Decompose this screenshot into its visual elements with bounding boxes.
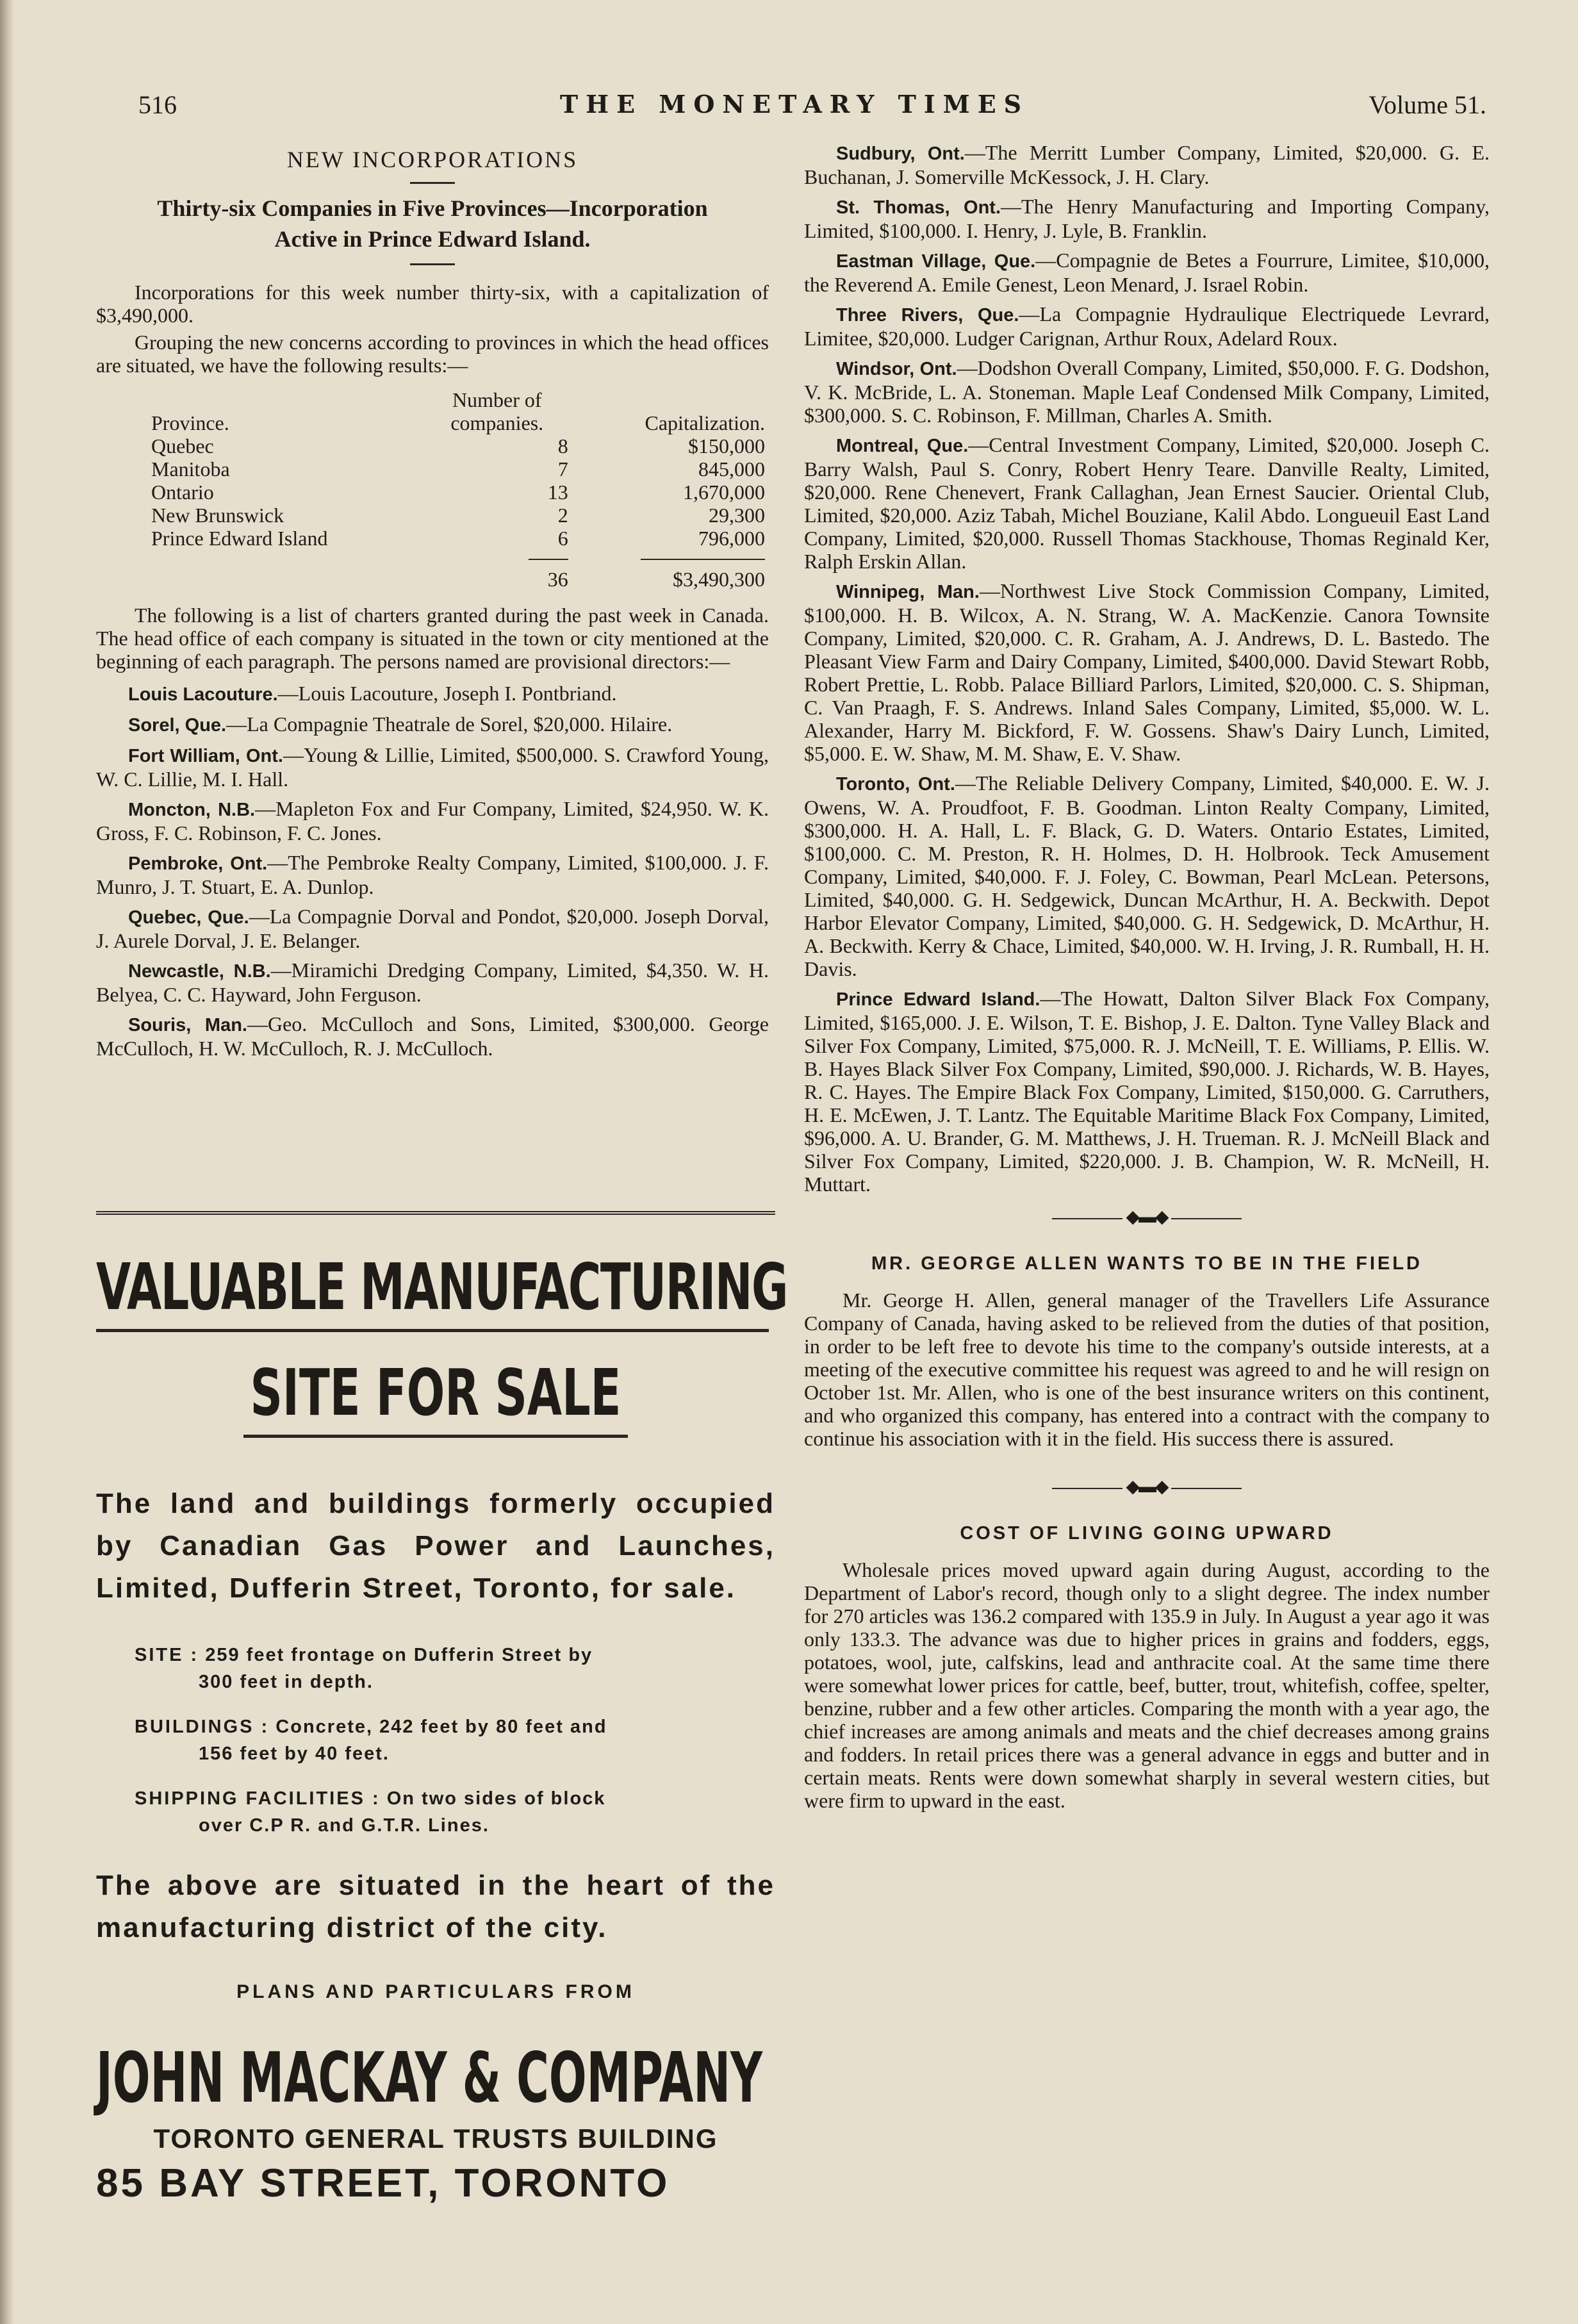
- incorporations-subheading-1: Thirty-six Companies in Five Provinces—Incorporation: [157, 195, 708, 221]
- intro-paragraph-1: Incorporations for this week number thirty-six, with a capitalization of $3,490,000.: [96, 281, 769, 327]
- spec-value: 300 feet in depth.: [199, 1672, 374, 1692]
- advert-plans-label: PLANS AND PARTICULARS FROM: [236, 1981, 635, 2002]
- charter-text: —Mapleton Fox and Fur Company, Limited, $24,950. W. K. Gross, F. C. Robinson, F. C. Jones.: [96, 797, 769, 845]
- charter-list-left: [96, 682, 769, 1060]
- charter-place: St. Thomas, Ont.: [836, 197, 1001, 218]
- charter-list-right: [804, 141, 1490, 1196]
- incorporations-heading: NEW INCORPORATIONS: [286, 147, 579, 172]
- section-ornament: ◆▬◆: [804, 1206, 1490, 1228]
- advert-shipping-spec: [135, 1785, 775, 1839]
- total-capitalization: $3,490,300: [641, 559, 765, 591]
- charter-text: —The Pembroke Realty Company, Limited, $100,000. J. F. Munro, J. T. Stuart, E. A. Dunlop.: [96, 851, 769, 898]
- charter-entry: [96, 682, 769, 706]
- province-count: 8: [557, 434, 568, 457]
- advert-rule: [243, 1435, 628, 1438]
- charter-entry: [804, 195, 1490, 242]
- charter-place: Moncton, N.B.: [128, 800, 256, 820]
- charter-entry: [96, 713, 769, 737]
- advert-company-name: JOHN MACKAY & COMPANY: [96, 2038, 763, 2118]
- province-row: [147, 457, 769, 481]
- section-ornament: ◆▬◆: [804, 1476, 1490, 1497]
- advert-rule: [96, 1329, 769, 1332]
- province-row: [147, 527, 769, 550]
- charter-place: Eastman Village, Que.: [836, 251, 1036, 272]
- spec-key: SITE :: [135, 1645, 199, 1665]
- table-total-row: [147, 550, 769, 591]
- table-header-row: [147, 388, 769, 411]
- province-row: [147, 481, 769, 504]
- page-header: [96, 90, 1493, 128]
- spec-value: over C.P R. and G.T.R. Lines.: [199, 1815, 489, 1836]
- charter-place: Winnipeg, Man.: [836, 582, 980, 602]
- total-number: 36: [529, 559, 568, 591]
- charter-place: Prince Edward Island.: [836, 989, 1040, 1010]
- province-count: 7: [557, 457, 568, 481]
- charter-entry: [804, 987, 1490, 1196]
- charter-entry: [96, 743, 769, 791]
- charter-entry: [804, 302, 1490, 350]
- charter-text: —Louis Lacouture, Joseph I. Pontbriand.: [277, 682, 617, 705]
- table-header-row: [147, 411, 769, 434]
- spec-value: 156 feet by 40 feet.: [199, 1743, 390, 1764]
- right-column: [804, 141, 1490, 1816]
- spec-value: 259 feet frontage on Dufferin Street by: [205, 1645, 593, 1665]
- charter-place: Three Rivers, Que.: [836, 305, 1019, 326]
- charter-entry: [96, 851, 769, 898]
- charter-place: Souris, Man.: [128, 1015, 247, 1035]
- charter-place: Newcastle, N.B.: [128, 961, 271, 982]
- charter-text: —La Compagnie Theatrale de Sorel, $20,000. Hilaire.: [226, 713, 673, 736]
- advert-situated-text: The above are situated in the heart of the manufacturing district of the city.: [96, 1870, 775, 1943]
- province-row: [147, 504, 769, 527]
- short-rule: [410, 182, 455, 184]
- advert-site-spec: [135, 1642, 775, 1695]
- allen-article-heading: MR. GEORGE ALLEN WANTS TO BE IN THE FIELD: [871, 1253, 1422, 1274]
- charter-place: Sudbury, Ont.: [836, 144, 965, 164]
- charter-entry: [804, 249, 1490, 296]
- charter-place: Louis Lacouture.: [128, 684, 278, 705]
- col-capitalization: Capitalization.: [645, 411, 765, 434]
- charter-entry: [804, 141, 1490, 188]
- col-number-line-2: companies.: [450, 411, 544, 434]
- page-number: 516: [138, 90, 177, 119]
- province-name: Manitoba: [151, 457, 230, 481]
- province-capital: 29,300: [709, 504, 765, 527]
- charter-text: —The Merritt Lumber Company, Limited, $20,000. G. E. Buchanan, J. Somerville McKessock, J. H. Clary.: [804, 141, 1490, 188]
- charter-entry: [804, 356, 1490, 427]
- charter-text: —Northwest Live Stock Commission Company, Limited, $100,000. H. B. Wilcox, A. N. Strang, W. A. MacKenzie. Canora Townsite Company, Limited, $20,000. C. R. Graham, A. J. Andrews, D. L. Bastedo. The Pleasant View Farm and Dairy Company, Limited, $400,000. David Stewart Robb, Robert Prettie, L. Robb. Palace Billiard Parlors, Limited, $20,000. C. S. Shipman, C. Van Praagh, F. S. Andrews. Inland Sales Company, Limited, $5,000. W. L. Alexander, Harry M. Bickford, F. W. Gossens. Shaw's Dairy Lunch, Limited, $5,000. E. W. Shaw, M. M. Shaw, E. V. Shaw.: [804, 579, 1490, 765]
- cost-article-body: Wholesale prices moved upward again during August, according to the Department of Labor's record, though only to a slight degree. The index number for 270 articles was 136.2 compared with 135.9 in July. In August a year ago it was only 133.3. The advance was due to higher prices in grains and fodders, eggs, potatoes, wool, jute, calfskins, lead and anthracite coal. At the same time there were somewhat lower prices for cattle, beef, butter, trout, whitefish, coffee, spelter, benzine, rubber and a few other articles. Comparing the month with a year ago, the chief increases are among animals and meats and the chief decreases among grains and fodders. In retail prices there was a general advance in eggs and butter and in certain meats. Rents were down somewhat sharply in several western cities, but were firm to upward in the east.: [804, 1558, 1490, 1812]
- advert-buildings-spec: [135, 1713, 775, 1767]
- advert-headline-2: SITE FOR SALE: [250, 1355, 621, 1430]
- province-capital: 1,670,000: [683, 481, 765, 504]
- intro-paragraph-2: Grouping the new concerns according to provinces in which the head offices are situated, we have the following results:—: [96, 331, 769, 377]
- page-binding-edge: [0, 0, 14, 2324]
- province-table: [147, 388, 769, 591]
- charter-text: —Compagnie de Betes a Fourrure, Limitee, $10,000, the Reverend A. Emile Genest, Leon Menard, J. Israel Robin.: [804, 249, 1490, 296]
- volume-label: Volume 51.: [1368, 90, 1486, 119]
- province-name: Ontario: [151, 481, 214, 504]
- col-province: Province.: [151, 411, 229, 434]
- charter-place: Windsor, Ont.: [836, 359, 957, 379]
- charter-text: —The Henry Manufacturing and Importing Company, Limited, $100,000. I. Henry, J. Lyle, B. Franklin.: [804, 195, 1490, 242]
- incorporations-subheading-2: Active in Prince Edward Island.: [274, 226, 591, 252]
- advert-building-name: TORONTO GENERAL TRUSTS BUILDING: [153, 2123, 718, 2154]
- charter-text: —Geo. McCulloch and Sons, Limited, $300,000. George McCulloch, H. W. McCulloch, R. J. McCulloch.: [96, 1012, 769, 1060]
- province-count: 13: [547, 481, 568, 504]
- col-number-line-1: Number of: [452, 388, 542, 411]
- charter-place: Pembroke, Ont.: [128, 853, 268, 874]
- charter-text: —Dodshon Overall Company, Limited, $50,000. F. G. Dodshon, V. K. McBride, L. A. Stoneman. Maple Leaf Condensed Milk Company, Limited, $300,000. S. C. Robinson, F. Millman, Charles A. Smith.: [804, 356, 1490, 427]
- charter-entry: [96, 1012, 769, 1060]
- charter-entry: [96, 905, 769, 952]
- charter-text: —The Reliable Delivery Company, Limited, $40,000. E. W. J. Owens, W. A. Proudfoot, F. B. Goodman. Linton Realty Company, Limited, $300,000. H. A. Hall, L. F. Black, G. D. Waters. Ontario Estates, Limited, $100,000. C. M. Preston, R. H. Holmes, D. H. Holbrook. Teck Amusement Company, Limited, $40,000. F. J. Foley, C. Bowman, Pearl McLean. Petersons, Limited, $40,000. G. H. Sedgewick, Duncan McArthur, H. A. Beckwith. Depot Harbor Elevator Company, Limited, $40,000. G. H. Sedgewick, D. McArthur, H. A. Beckwith. Kerry & Chace, Limited, $40,000. W. H. Irving, J. R. Rumball, H. H. Davis.: [804, 771, 1490, 980]
- charter-entry: [96, 959, 769, 1006]
- spec-key: SHIPPING FACILITIES :: [135, 1788, 381, 1809]
- charter-entry: [804, 771, 1490, 980]
- short-rule: [410, 263, 455, 265]
- allen-article-body: Mr. George H. Allen, general manager of the Travellers Life Assurance Company of Canada, having asked to be relieved from the duties of that position, in order to be left free to devote his time to the company's outside interests, at a meeting of the executive committee his request was agreed to and he will resign on October 1st. Mr. Allen, who is one of the best insurance writers on this continent, and who organized this company, has entered into a contract with the company to continue his association with it in the field. His success there is assured.: [804, 1289, 1490, 1450]
- cost-article-heading: COST OF LIVING GOING UPWARD: [960, 1523, 1334, 1544]
- advert-headline-1: VALUABLE MANUFACTURING: [96, 1249, 788, 1324]
- province-rows: [147, 434, 769, 550]
- advert-address: 85 BAY STREET, TORONTO: [96, 2161, 670, 2205]
- advert-top-rule: [96, 1211, 775, 1220]
- charter-text: —Central Investment Company, Limited, $20,000. Joseph C. Barry Walsh, Paul S. Conry, Robert Henry Teare. Danville Realty, Limited, $20,000. Rene Chenevert, Frank Callaghan, Jean Ernest Saucier. Oriental Club, Limited, $20,000. Aziz Tabah, Michel Bouziane, Kalil Abdo. Longueuil East Land Company, Limited, $20,000. Russell Thomas Stackhouse, Thomas Reginald Ker, Ralph Erskin Allan.: [804, 433, 1490, 573]
- spec-value: Concrete, 242 feet by 80 feet and: [275, 1717, 607, 1737]
- charter-place: Sorel, Que.: [128, 715, 227, 736]
- charter-entry: [804, 433, 1490, 573]
- spec-key: BUILDINGS :: [135, 1717, 270, 1737]
- province-count: 6: [557, 527, 568, 550]
- province-capital: $150,000: [688, 434, 765, 457]
- province-count: 2: [557, 504, 568, 527]
- province-capital: 796,000: [698, 527, 765, 550]
- province-capital: 845,000: [698, 457, 765, 481]
- charter-place: Montreal, Que.: [836, 436, 969, 456]
- province-row: [147, 434, 769, 457]
- charter-text: —La Compagnie Dorval and Pondot, $20,000. Joseph Dorval, J. Aurele Dorval, J. E. Belanger.: [96, 905, 769, 952]
- charter-text: —Miramichi Dredging Company, Limited, $4,350. W. H. Belyea, C. C. Hayward, John Ferguson.: [96, 959, 769, 1006]
- left-column: [96, 141, 769, 1066]
- charter-text: —Young & Lillie, Limited, $500,000. S. Crawford Young, W. C. Lillie, M. I. Hall.: [96, 743, 769, 791]
- province-name: Prince Edward Island: [151, 527, 328, 550]
- charter-place: Fort William, Ont.: [128, 746, 283, 766]
- advertisement: [96, 1211, 788, 2206]
- spec-value: On two sides of block: [386, 1788, 606, 1809]
- charter-place: Toronto, Ont.: [836, 774, 955, 795]
- charter-place: Quebec, Que.: [128, 907, 249, 928]
- province-name: New Brunswick: [151, 504, 284, 527]
- list-intro-paragraph: The following is a list of charters granted during the past week in Canada. The head office of each company is situated in the town or city mentioned at the beginning of each paragraph. The persons named are provisional directors:—: [96, 604, 769, 673]
- charter-entry: [804, 579, 1490, 765]
- charter-text: —La Compagnie Hydraulique Electriquede Levrard, Limitee, $20,000. Ludger Carignan, Arthur Roux, Adelard Roux.: [804, 302, 1490, 350]
- charter-entry: [96, 797, 769, 845]
- advert-main-text: The land and buildings formerly occupied by Canadian Gas Power and Launches, Limited, Dufferin Street, Toronto, for sale.: [96, 1488, 775, 1604]
- province-name: Quebec: [151, 434, 214, 457]
- publication-title: THE MONETARY TIMES: [559, 90, 1030, 119]
- charter-text: —The Howatt, Dalton Silver Black Fox Company, Limited, $165,000. J. E. Wilson, T. E. Bishop, J. E. Dalton. Tyne Valley Black and Silver Fox Company, Limited, $75,000. R. J. McNeill, T. E. Williams, P. Ellis. W. B. Hayes Black Silver Fox Company, Limited, $90,000. J. Richards, W. B. Hayes, R. C. Hayes. The Empire Black Fox Company, Limited, $150,000. G. Carruthers, H. E. McEwen, J. T. Lantz. The Equitable Maritime Black Fox Company, Limited, $96,000. A. U. Brander, G. M. Matthews, J. H. Trueman. R. J. McNeill Black and Silver Fox Company, Limited, $220,000. J. B. Champion, W. R. McNeill, H. Muttart.: [804, 987, 1490, 1196]
